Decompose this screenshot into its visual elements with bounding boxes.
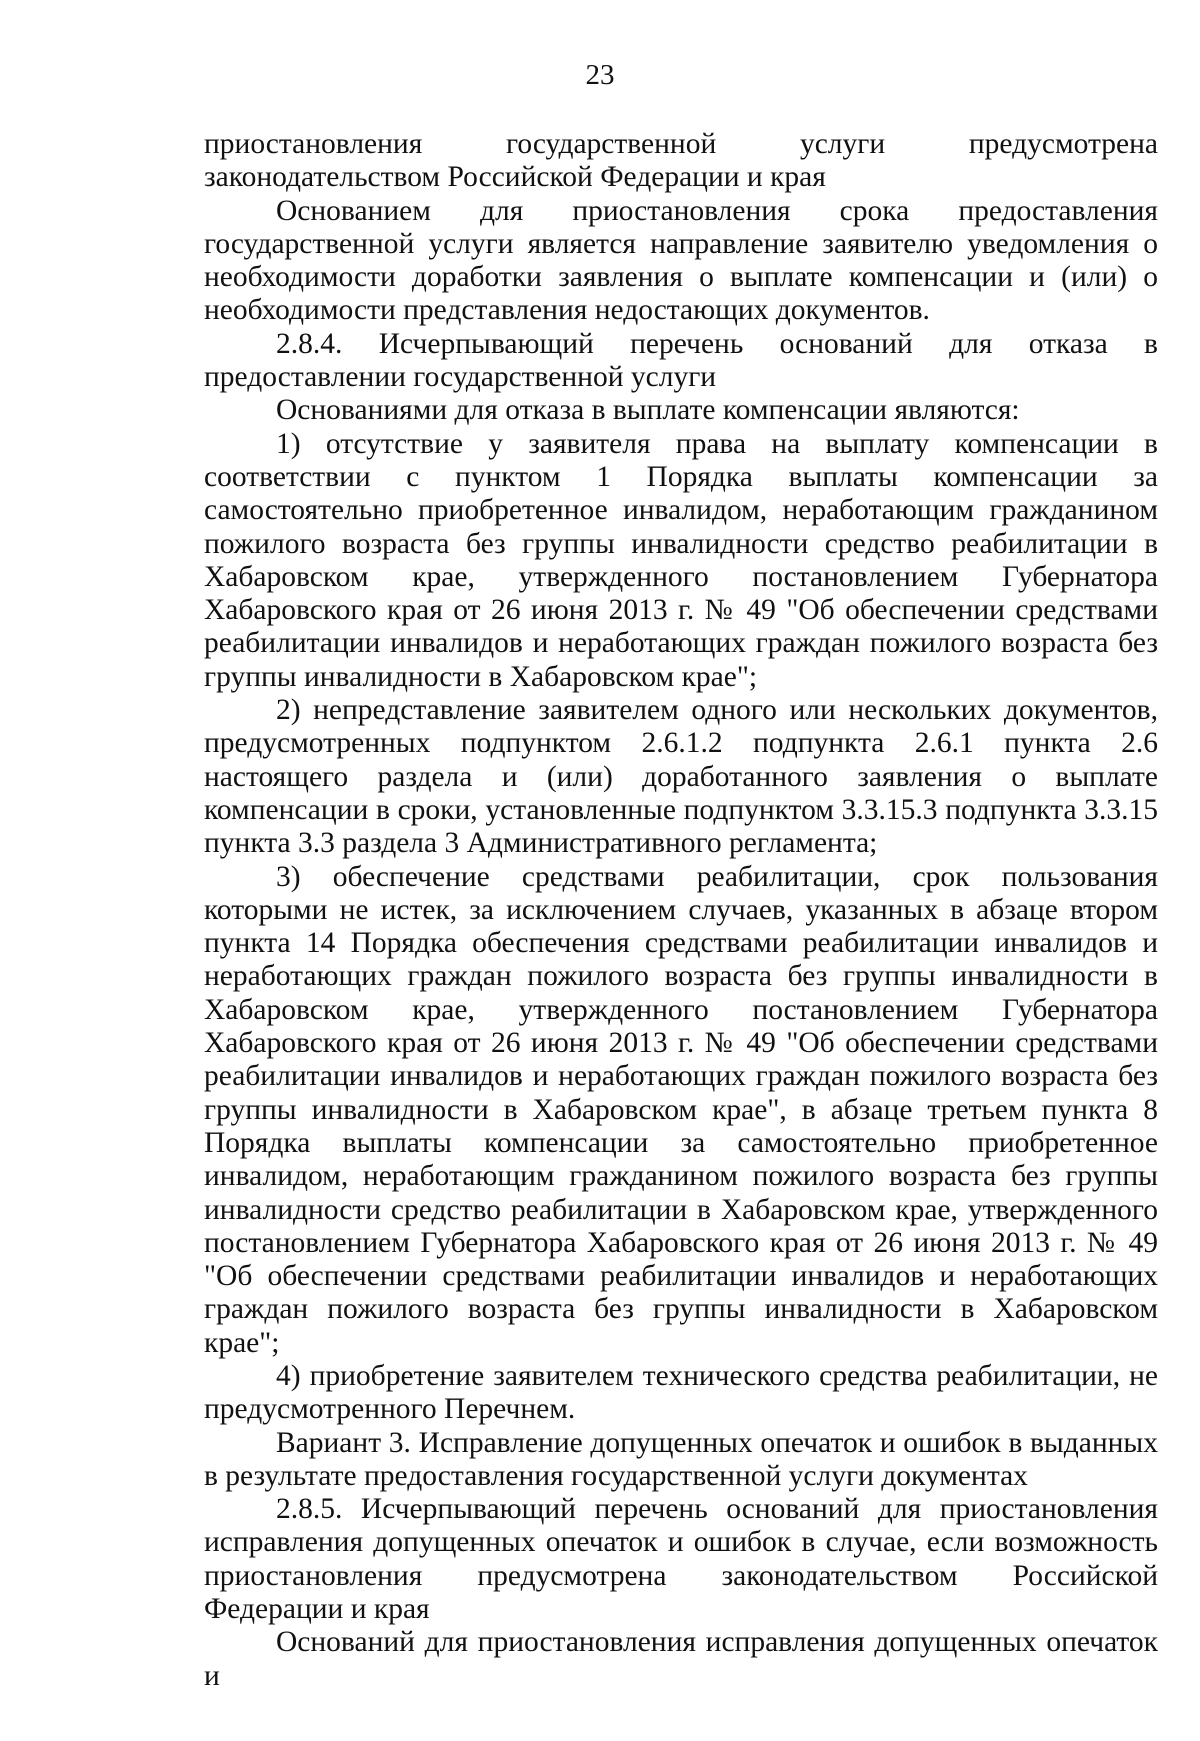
page-number: 23 bbox=[585, 59, 615, 91]
paragraph-final-truncated: Оснований для приостановления исправления допущенных опечаток и bbox=[204, 1626, 1158, 1692]
list-item-3: 3) обеспечение средствами реабилитации, срок пользования которыми не истек, за исключением случаев, указанных в абзаце втором пункта 14 Порядка обеспечения средствами реабилитации инвалидов и неработающих граждан пожилого возраста без группы инвалидности в Хабаровском крае, утвержденного постановлением Губернатора Хабаровского края от 26 июня 2013 г. № 49 "Об обеспечении средствами реабилитации инвалидов и неработающих граждан пожилого возраста без группы инвалидности в Хабаровском крае", в абзаце третьем пункта 8 Порядка выплаты компенсации за самостоятельно приобретенное инвалидом, неработающим гражданином пожилого возраста без группы инвалидности средство реабилитации в Хабаровском крае, утвержденного постановлением Губернатора Хабаровского края от 26 июня 2013 г. № 49 "Об обеспечении средствами реабилитации инвалидов и неработающих граждан пожилого возраста без группы инвалидности в Хабаровском крае"; bbox=[204, 860, 1158, 1359]
list-item-4: 4) приобретение заявителем технического средства реабилитации, не предусмотренного Перечнем. bbox=[204, 1359, 1158, 1426]
paragraph-suspension-grounds: Основанием для приостановления срока предоставления государственной услуги является направление заявителю уведомления о необходимости доработки заявления о выплате компенсации и (или) о необходимости представления недостающих документов. bbox=[204, 194, 1158, 327]
list-item-2: 2) непредставление заявителем одного или нескольких документов, предусмотренных подпунктом 2.6.1.2 подпункта 2.6.1 пункта 2.6 настоящего раздела и (или) доработанного заявления о выплате компенсации в сроки, установленные подпунктом 3.3.15.3 подпункта 3.3.15 пункта 3.3 раздела 3 Административного регламента; bbox=[204, 694, 1158, 860]
document-body bbox=[204, 128, 1158, 1693]
paragraph-section-2-8-4: 2.8.4. Исчерпывающий перечень оснований для отказа в предоставлении государственной услуги bbox=[204, 327, 1158, 394]
paragraph-section-2-8-5: 2.8.5. Исчерпывающий перечень оснований для приостановления исправления допущенных опечаток и ошибок в случае, если возможность приостановления предусмотрена законодательством Российской Федерации и края bbox=[204, 1493, 1158, 1626]
list-item-1: 1) отсутствие у заявителя права на выплату компенсации в соответствии с пунктом 1 Порядка выплаты компенсации за самостоятельно приобретенное инвалидом, неработающим гражданином пожилого возраста без группы инвалидности средство реабилитации в Хабаровском крае, утвержденного постановлением Губернатора Хабаровского края от 26 июня 2013 г. № 49 "Об обеспечении средствами реабилитации инвалидов и неработающих граждан пожилого возраста без группы инвалидности в Хабаровском крае"; bbox=[204, 427, 1158, 693]
paragraph-variant-3: Вариант 3. Исправление допущенных опечаток и ошибок в выданных в результате предоставления государственной услуги документах bbox=[204, 1426, 1158, 1492]
paragraph-continuation: приостановления государственной услуги предусмотрена законодательством Российской Федерации и края bbox=[204, 128, 1158, 194]
paragraph-refusal-grounds-intro: Основаниями для отказа в выплате компенсации являются: bbox=[276, 394, 1020, 427]
